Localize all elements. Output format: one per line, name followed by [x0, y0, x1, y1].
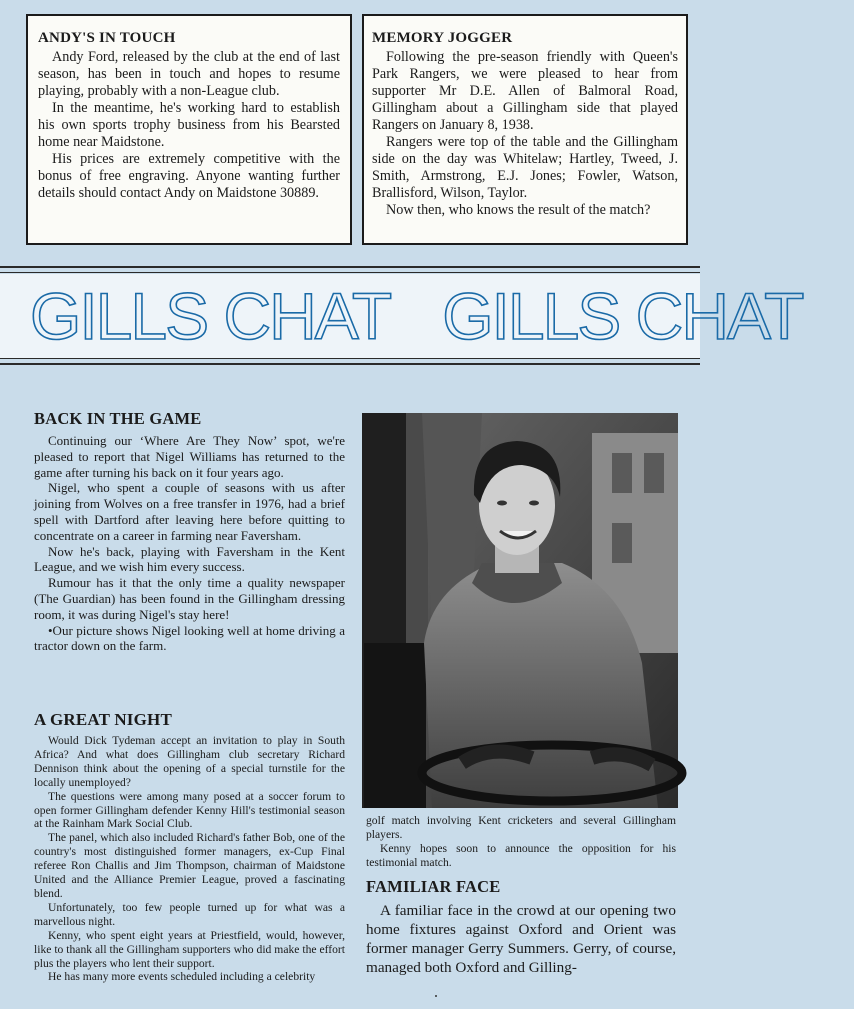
back-game-paragraph-2: Nigel, who spent a couple of seasons with us after joining from Wolves on a free transfer in 1976, had a brief spell with Dartford after leaving here before quitting to concentrate on a career in farming near Faversham. — [34, 480, 345, 543]
page-dot — [435, 995, 437, 997]
back-game-paragraph-1: Continuing our ‘Where Are They Now’ spot, we're pleased to report that Nigel Williams has returned to the game after turning his back on it four years ago. — [34, 433, 345, 480]
familiar-paragraph-1: A familiar face in the crowd at our opening two home fixtures against Oxford and Orient was former manager Gerry Summers. Gerry, of course, managed both Oxford and Gilling- — [366, 902, 676, 976]
bottom-divider-rule-thin — [0, 358, 700, 359]
banner-text-repeat: GILLS CHAT — [442, 279, 803, 353]
banner-text — [30, 280, 854, 352]
gills-chat-banner — [0, 274, 803, 358]
great-night-paragraph-6: He has many more events scheduled including a celebrity — [48, 970, 316, 984]
great-night-paragraph-3: The panel, which also included Richard's father Bob, one of the country's most distinguished former managers, ex-Cup Final referee Ron Challis and Jim Thompson, chairman of Maidstone United and the Alliance Premier League, proved a fascinating blend. — [34, 831, 345, 900]
andy-paragraph-3: His prices are extremely competitive with the bonus of free engraving. Anyone wanting further details should contact Andy on Maidstone 30889. — [38, 151, 340, 201]
continuation-paragraph-1: golf match involving Kent cricketers and several Gillingham players. — [366, 814, 676, 841]
andy-paragraph-2: In the meantime, he's working hard to establish his own sports trophy business from his Bearsted home near Maidstone. — [38, 100, 340, 150]
nigel-williams-photo-image — [362, 413, 678, 808]
memory-paragraph-1: Following the pre-season friendly with Queen's Park Rangers, we were pleased to hear from supporter Mr D.E. Allen of Balmoral Road, Gillingham about a Gillingham side that played Rangers on January 8, 1938. — [372, 49, 678, 133]
andys-in-touch-title: ANDY'S IN TOUCH — [38, 30, 176, 46]
great-night-continuation — [366, 814, 676, 870]
a-great-night-article — [34, 710, 345, 984]
bottom-divider-rule — [0, 363, 700, 365]
nigel-williams-photo — [362, 413, 678, 808]
great-night-paragraph-5: Kenny, who spent eight years at Priestfield, would, however, like to thank all the Gillingham supporters who did make the effort plus the players who lent their support. — [34, 928, 345, 970]
banner-text-primary: GILLS CHAT — [30, 279, 391, 353]
great-night-paragraph-4: Unfortunately, too few people turned up for what was a marvellous night. — [34, 900, 345, 928]
back-in-the-game-article — [34, 409, 345, 654]
top-divider-rule — [0, 266, 700, 268]
back-game-paragraph-3: Now he's back, playing with Faversham in the Kent League, and we wish him every success. — [34, 543, 345, 575]
back-in-the-game-title: BACK IN THE GAME — [34, 409, 202, 428]
memory-paragraph-3: Now then, who knows the result of the match? — [386, 202, 651, 218]
familiar-face-article — [366, 877, 676, 977]
andys-in-touch-box — [26, 14, 352, 245]
andy-paragraph-1: Andy Ford, released by the club at the end of last season, has been in touch and hopes to resume playing, probably with a non-League club. — [38, 49, 340, 99]
top-divider-rule-thin — [0, 272, 700, 273]
great-night-paragraph-1: Would Dick Tydeman accept an invitation to play in South Africa? And what does Gillingham club secretary Richard Dennison think about the opening of a special turnstile for the locally unemployed? — [34, 734, 345, 789]
back-game-paragraph-4: Rumour has it that the only time a quality newspaper (The Guardian) has been found in the Gillingham dressing room, it was during Nigel's stay here! — [34, 575, 345, 622]
memory-paragraph-2: Rangers were top of the table and the Gillingham side on the day was Whitelaw; Hartley, Tweed, J. Smith, Armstrong, E.J. Jones; Fowler, Watson, Brallisford, Wilson, Taylor. — [372, 134, 678, 201]
memory-jogger-box — [362, 14, 688, 245]
great-night-paragraph-2: The questions were among many posed at a soccer forum to open former Gillingham defender Kenny Hill's testimonial season at the Rainham Mark Social Club. — [34, 789, 345, 831]
familiar-face-title: FAMILIAR FACE — [366, 877, 501, 896]
a-great-night-title: A GREAT NIGHT — [34, 710, 173, 729]
memory-jogger-title: MEMORY JOGGER — [372, 30, 513, 46]
continuation-paragraph-2: Kenny hopes soon to announce the opposition for his testimonial match. — [366, 841, 676, 869]
back-game-paragraph-5: •Our picture shows Nigel looking well at home driving a tractor down on the farm. — [34, 622, 345, 654]
